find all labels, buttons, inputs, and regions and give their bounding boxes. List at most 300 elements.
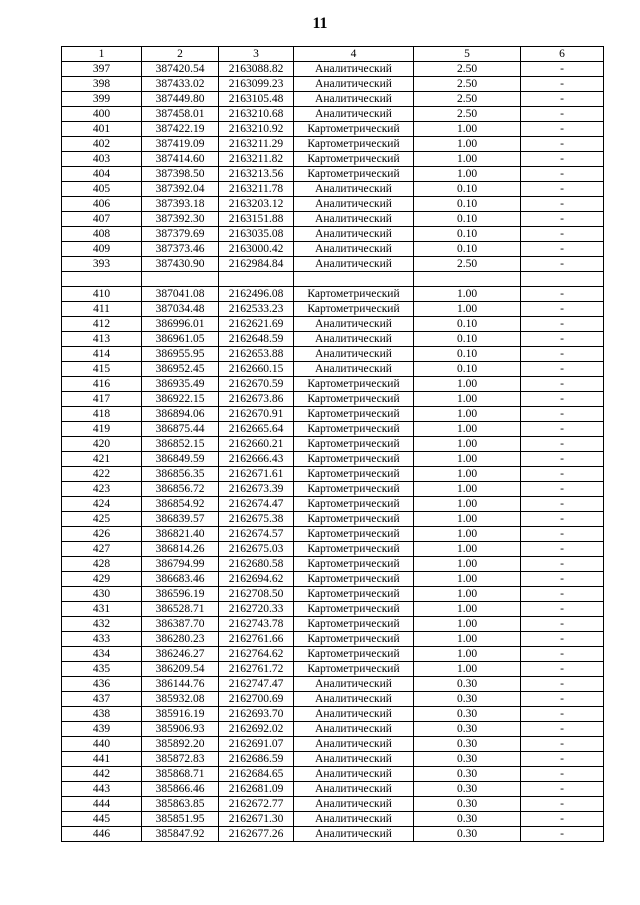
x-coordinate-cell: 387393.18: [142, 197, 219, 212]
table-row: [62, 587, 604, 602]
y-coordinate-cell: 2162533.23: [219, 302, 294, 317]
method-cell: Картометрический: [294, 167, 414, 182]
x-coordinate-cell: 386528.71: [142, 602, 219, 617]
x-coordinate-cell: 386854.92: [142, 497, 219, 512]
note-cell: -: [521, 437, 604, 452]
note-cell: -: [521, 152, 604, 167]
point-number-cell: 412: [62, 317, 142, 332]
y-coordinate-cell: 2162743.78: [219, 617, 294, 632]
x-coordinate-cell: 387392.04: [142, 182, 219, 197]
y-coordinate-cell: 2162673.86: [219, 392, 294, 407]
x-coordinate-cell: 386280.23: [142, 632, 219, 647]
accuracy-cell: 0.10: [414, 212, 521, 227]
accuracy-cell: 1.00: [414, 632, 521, 647]
point-number-cell: 406: [62, 197, 142, 212]
table-row: [62, 482, 604, 497]
y-coordinate-cell: 2162673.39: [219, 482, 294, 497]
point-number-cell: 422: [62, 467, 142, 482]
accuracy-cell: 0.30: [414, 797, 521, 812]
x-coordinate-cell: 386849.59: [142, 452, 219, 467]
y-coordinate-cell: 2163210.68: [219, 107, 294, 122]
y-coordinate-cell: 2162674.57: [219, 527, 294, 542]
point-number-cell: 442: [62, 767, 142, 782]
y-coordinate-cell: 2162693.70: [219, 707, 294, 722]
header-cell-3: 3: [219, 47, 294, 62]
table-row: [62, 92, 604, 107]
point-number-cell: 434: [62, 647, 142, 662]
table-row: [62, 362, 604, 377]
y-coordinate-cell: 2162496.08: [219, 287, 294, 302]
x-coordinate-cell: 386856.72: [142, 482, 219, 497]
table-row: [62, 557, 604, 572]
table-row: [62, 212, 604, 227]
note-cell: -: [521, 692, 604, 707]
point-number-cell: 423: [62, 482, 142, 497]
table-row: [62, 647, 604, 662]
note-cell: -: [521, 92, 604, 107]
point-number-cell: 407: [62, 212, 142, 227]
y-coordinate-cell: 2163211.78: [219, 182, 294, 197]
method-cell: Аналитический: [294, 62, 414, 77]
x-coordinate-cell: 386387.70: [142, 617, 219, 632]
y-coordinate-cell: 2162670.59: [219, 377, 294, 392]
table-row: [62, 152, 604, 167]
x-coordinate-cell: 385906.93: [142, 722, 219, 737]
point-number-cell: 421: [62, 452, 142, 467]
y-coordinate-cell: 2162672.77: [219, 797, 294, 812]
x-coordinate-cell: 386794.99: [142, 557, 219, 572]
point-number-cell: 438: [62, 707, 142, 722]
accuracy-cell: 0.30: [414, 827, 521, 842]
note-cell: -: [521, 137, 604, 152]
table-row: [62, 677, 604, 692]
accuracy-cell: 1.00: [414, 587, 521, 602]
method-cell: Аналитический: [294, 77, 414, 92]
x-coordinate-cell: 386935.49: [142, 377, 219, 392]
header-cell-4: 4: [294, 47, 414, 62]
method-cell: Картометрический: [294, 122, 414, 137]
table-row: [62, 377, 604, 392]
accuracy-cell: 1.00: [414, 302, 521, 317]
point-number-cell: 436: [62, 677, 142, 692]
method-cell: Аналитический: [294, 737, 414, 752]
x-coordinate-cell: 386683.46: [142, 572, 219, 587]
point-number-cell: 410: [62, 287, 142, 302]
method-cell: Картометрический: [294, 467, 414, 482]
accuracy-cell: 0.10: [414, 332, 521, 347]
note-cell: -: [521, 812, 604, 827]
x-coordinate-cell: 387419.09: [142, 137, 219, 152]
note-cell: -: [521, 167, 604, 182]
y-coordinate-cell: 2162681.09: [219, 782, 294, 797]
point-number-cell: 397: [62, 62, 142, 77]
method-cell: Картометрический: [294, 662, 414, 677]
x-coordinate-cell: 387392.30: [142, 212, 219, 227]
method-cell: Аналитический: [294, 182, 414, 197]
point-number-cell: 430: [62, 587, 142, 602]
table-row: [62, 632, 604, 647]
note-cell: -: [521, 737, 604, 752]
accuracy-cell: 0.30: [414, 737, 521, 752]
note-cell: -: [521, 602, 604, 617]
method-cell: Картометрический: [294, 617, 414, 632]
note-cell: -: [521, 212, 604, 227]
note-cell: -: [521, 407, 604, 422]
table-row: [62, 542, 604, 557]
y-coordinate-cell: 2162700.69: [219, 692, 294, 707]
point-number-cell: 401: [62, 122, 142, 137]
table-row: [62, 752, 604, 767]
point-number-cell: 440: [62, 737, 142, 752]
accuracy-cell: 1.00: [414, 437, 521, 452]
y-coordinate-cell: 2162686.59: [219, 752, 294, 767]
method-cell: Картометрический: [294, 647, 414, 662]
y-coordinate-cell: 2163211.82: [219, 152, 294, 167]
header-cell-2: 2: [142, 47, 219, 62]
accuracy-cell: 0.30: [414, 722, 521, 737]
point-number-cell: 424: [62, 497, 142, 512]
note-cell: -: [521, 257, 604, 272]
point-number-cell: 415: [62, 362, 142, 377]
point-number-cell: 400: [62, 107, 142, 122]
table-row: [62, 797, 604, 812]
method-cell: Аналитический: [294, 332, 414, 347]
accuracy-cell: 1.00: [414, 557, 521, 572]
method-cell: Аналитический: [294, 812, 414, 827]
method-cell: Аналитический: [294, 242, 414, 257]
x-coordinate-cell: 387458.01: [142, 107, 219, 122]
accuracy-cell: 1.00: [414, 647, 521, 662]
coordinates-table: [61, 46, 604, 842]
table-row: [62, 332, 604, 347]
y-coordinate-cell: 2162660.15: [219, 362, 294, 377]
point-number-cell: 417: [62, 392, 142, 407]
note-cell: -: [521, 557, 604, 572]
accuracy-cell: 1.00: [414, 662, 521, 677]
accuracy-cell: 0.10: [414, 362, 521, 377]
method-cell: Аналитический: [294, 782, 414, 797]
method-cell: Картометрический: [294, 407, 414, 422]
note-cell: -: [521, 62, 604, 77]
y-coordinate-cell: 2162694.62: [219, 572, 294, 587]
method-cell: Аналитический: [294, 317, 414, 332]
y-coordinate-cell: 2163088.82: [219, 62, 294, 77]
table-body: [62, 62, 604, 842]
accuracy-cell: 0.10: [414, 182, 521, 197]
y-coordinate-cell: 2162648.59: [219, 332, 294, 347]
x-coordinate-cell: 385868.71: [142, 767, 219, 782]
method-cell: Картометрический: [294, 422, 414, 437]
y-coordinate-cell: 2162653.88: [219, 347, 294, 362]
table-row: [62, 242, 604, 257]
y-coordinate-cell: 2162671.61: [219, 467, 294, 482]
table-row: [62, 317, 604, 332]
method-cell: Аналитический: [294, 677, 414, 692]
table-row: [62, 812, 604, 827]
method-cell: Картометрический: [294, 437, 414, 452]
note-cell: -: [521, 182, 604, 197]
point-number-cell: 404: [62, 167, 142, 182]
method-cell: Аналитический: [294, 347, 414, 362]
accuracy-cell: 2.50: [414, 257, 521, 272]
note-cell: -: [521, 197, 604, 212]
x-coordinate-cell: 386875.44: [142, 422, 219, 437]
table-row: [62, 347, 604, 362]
x-coordinate-cell: 386209.54: [142, 662, 219, 677]
point-number-cell: 431: [62, 602, 142, 617]
accuracy-cell: 0.30: [414, 812, 521, 827]
accuracy-cell: 1.00: [414, 137, 521, 152]
method-cell: Аналитический: [294, 362, 414, 377]
table-row: [62, 122, 604, 137]
note-cell: -: [521, 662, 604, 677]
x-coordinate-cell: 387422.19: [142, 122, 219, 137]
header-row: [62, 47, 604, 62]
x-coordinate-cell: 387420.54: [142, 62, 219, 77]
x-coordinate-cell: 386996.01: [142, 317, 219, 332]
accuracy-cell: 1.00: [414, 602, 521, 617]
table-row: [62, 302, 604, 317]
table-row: [62, 467, 604, 482]
table-row: [62, 107, 604, 122]
table-row: [62, 767, 604, 782]
method-cell: Картометрический: [294, 587, 414, 602]
point-number-cell: 416: [62, 377, 142, 392]
x-coordinate-cell: 385863.85: [142, 797, 219, 812]
point-number-cell: 429: [62, 572, 142, 587]
note-cell: -: [521, 677, 604, 692]
x-coordinate-cell: 386952.45: [142, 362, 219, 377]
table-row: [62, 167, 604, 182]
x-coordinate-cell: 386922.15: [142, 392, 219, 407]
method-cell: Картометрический: [294, 557, 414, 572]
note-cell: -: [521, 302, 604, 317]
table-row: [62, 182, 604, 197]
method-cell: Аналитический: [294, 692, 414, 707]
method-cell: Картометрический: [294, 527, 414, 542]
table-row: [62, 527, 604, 542]
accuracy-cell: 0.30: [414, 782, 521, 797]
note-cell: -: [521, 332, 604, 347]
point-number-cell: 432: [62, 617, 142, 632]
accuracy-cell: [414, 272, 521, 287]
x-coordinate-cell: 387430.90: [142, 257, 219, 272]
y-coordinate-cell: 2163151.88: [219, 212, 294, 227]
table-row: [62, 272, 604, 287]
accuracy-cell: 0.10: [414, 242, 521, 257]
note-cell: -: [521, 347, 604, 362]
accuracy-cell: 2.50: [414, 107, 521, 122]
y-coordinate-cell: 2162674.47: [219, 497, 294, 512]
method-cell: Картометрический: [294, 482, 414, 497]
table-row: [62, 407, 604, 422]
accuracy-cell: 1.00: [414, 467, 521, 482]
method-cell: Аналитический: [294, 827, 414, 842]
method-cell: Аналитический: [294, 722, 414, 737]
note-cell: -: [521, 542, 604, 557]
x-coordinate-cell: 385892.20: [142, 737, 219, 752]
y-coordinate-cell: 2162670.91: [219, 407, 294, 422]
table-row: [62, 257, 604, 272]
x-coordinate-cell: 387041.08: [142, 287, 219, 302]
note-cell: -: [521, 422, 604, 437]
accuracy-cell: 0.30: [414, 767, 521, 782]
table-row: [62, 737, 604, 752]
point-number-cell: 411: [62, 302, 142, 317]
note-cell: -: [521, 707, 604, 722]
y-coordinate-cell: 2162621.69: [219, 317, 294, 332]
accuracy-cell: 1.00: [414, 572, 521, 587]
y-coordinate-cell: 2162691.07: [219, 737, 294, 752]
note-cell: -: [521, 527, 604, 542]
accuracy-cell: 1.00: [414, 167, 521, 182]
y-coordinate-cell: 2162660.21: [219, 437, 294, 452]
note-cell: -: [521, 572, 604, 587]
accuracy-cell: 2.50: [414, 92, 521, 107]
point-number-cell: 443: [62, 782, 142, 797]
y-coordinate-cell: 2163105.48: [219, 92, 294, 107]
note-cell: -: [521, 767, 604, 782]
y-coordinate-cell: 2162684.65: [219, 767, 294, 782]
point-number-cell: 433: [62, 632, 142, 647]
y-coordinate-cell: 2162671.30: [219, 812, 294, 827]
note-cell: -: [521, 647, 604, 662]
point-number-cell: 408: [62, 227, 142, 242]
x-coordinate-cell: 385872.83: [142, 752, 219, 767]
header-cell-5: 5: [414, 47, 521, 62]
point-number-cell: 405: [62, 182, 142, 197]
table-row: [62, 722, 604, 737]
y-coordinate-cell: 2163099.23: [219, 77, 294, 92]
x-coordinate-cell: 386894.06: [142, 407, 219, 422]
method-cell: Картометрический: [294, 137, 414, 152]
point-number-cell: 414: [62, 347, 142, 362]
method-cell: Картометрический: [294, 512, 414, 527]
method-cell: Аналитический: [294, 92, 414, 107]
point-number-cell: 444: [62, 797, 142, 812]
table-row: [62, 287, 604, 302]
note-cell: -: [521, 242, 604, 257]
x-coordinate-cell: 385932.08: [142, 692, 219, 707]
table-row: [62, 572, 604, 587]
x-coordinate-cell: 387414.60: [142, 152, 219, 167]
method-cell: Картометрический: [294, 377, 414, 392]
table-row: [62, 827, 604, 842]
note-cell: -: [521, 467, 604, 482]
y-coordinate-cell: 2162675.03: [219, 542, 294, 557]
note-cell: -: [521, 632, 604, 647]
table-row: [62, 782, 604, 797]
table-row: [62, 602, 604, 617]
point-number-cell: 402: [62, 137, 142, 152]
method-cell: Аналитический: [294, 212, 414, 227]
x-coordinate-cell: 387398.50: [142, 167, 219, 182]
point-number-cell: 419: [62, 422, 142, 437]
note-cell: -: [521, 797, 604, 812]
point-number-cell: 420: [62, 437, 142, 452]
table-row: [62, 77, 604, 92]
x-coordinate-cell: [142, 272, 219, 287]
x-coordinate-cell: 386839.57: [142, 512, 219, 527]
accuracy-cell: 1.00: [414, 617, 521, 632]
point-number-cell: 418: [62, 407, 142, 422]
accuracy-cell: 2.50: [414, 62, 521, 77]
method-cell: Картометрический: [294, 392, 414, 407]
method-cell: Картометрический: [294, 542, 414, 557]
method-cell: Картометрический: [294, 302, 414, 317]
y-coordinate-cell: 2162761.66: [219, 632, 294, 647]
accuracy-cell: 1.00: [414, 482, 521, 497]
accuracy-cell: 0.30: [414, 677, 521, 692]
table-row: [62, 452, 604, 467]
accuracy-cell: 1.00: [414, 542, 521, 557]
point-number-cell: 445: [62, 812, 142, 827]
note-cell: -: [521, 317, 604, 332]
table-row: [62, 227, 604, 242]
method-cell: Картометрический: [294, 287, 414, 302]
y-coordinate-cell: 2163210.92: [219, 122, 294, 137]
table-row: [62, 497, 604, 512]
method-cell: Аналитический: [294, 197, 414, 212]
y-coordinate-cell: 2162984.84: [219, 257, 294, 272]
note-cell: -: [521, 587, 604, 602]
y-coordinate-cell: 2162675.38: [219, 512, 294, 527]
y-coordinate-cell: [219, 272, 294, 287]
y-coordinate-cell: 2162692.02: [219, 722, 294, 737]
header-cell-1: 1: [62, 47, 142, 62]
accuracy-cell: 0.30: [414, 692, 521, 707]
method-cell: Аналитический: [294, 797, 414, 812]
method-cell: Картометрический: [294, 632, 414, 647]
point-number-cell: 413: [62, 332, 142, 347]
accuracy-cell: 1.00: [414, 392, 521, 407]
x-coordinate-cell: 387433.02: [142, 77, 219, 92]
accuracy-cell: 0.10: [414, 227, 521, 242]
table-row: [62, 692, 604, 707]
y-coordinate-cell: 2162680.58: [219, 557, 294, 572]
method-cell: Картометрический: [294, 572, 414, 587]
page-number: 11: [312, 15, 328, 32]
y-coordinate-cell: 2162761.72: [219, 662, 294, 677]
note-cell: -: [521, 77, 604, 92]
table-row: [62, 62, 604, 77]
note-cell: -: [521, 122, 604, 137]
y-coordinate-cell: 2162677.26: [219, 827, 294, 842]
accuracy-cell: 0.10: [414, 317, 521, 332]
point-number-cell: 437: [62, 692, 142, 707]
y-coordinate-cell: 2162747.47: [219, 677, 294, 692]
accuracy-cell: 0.30: [414, 707, 521, 722]
note-cell: -: [521, 362, 604, 377]
method-cell: Картометрический: [294, 497, 414, 512]
x-coordinate-cell: 386856.35: [142, 467, 219, 482]
note-cell: -: [521, 377, 604, 392]
x-coordinate-cell: 386246.27: [142, 647, 219, 662]
y-coordinate-cell: 2162666.43: [219, 452, 294, 467]
point-number-cell: 409: [62, 242, 142, 257]
x-coordinate-cell: 386852.15: [142, 437, 219, 452]
note-cell: -: [521, 482, 604, 497]
point-number-cell: 403: [62, 152, 142, 167]
accuracy-cell: 1.00: [414, 527, 521, 542]
x-coordinate-cell: 386596.19: [142, 587, 219, 602]
accuracy-cell: 1.00: [414, 377, 521, 392]
table-row: [62, 437, 604, 452]
note-cell: [521, 272, 604, 287]
method-cell: Аналитический: [294, 752, 414, 767]
accuracy-cell: 1.00: [414, 122, 521, 137]
table-row: [62, 662, 604, 677]
